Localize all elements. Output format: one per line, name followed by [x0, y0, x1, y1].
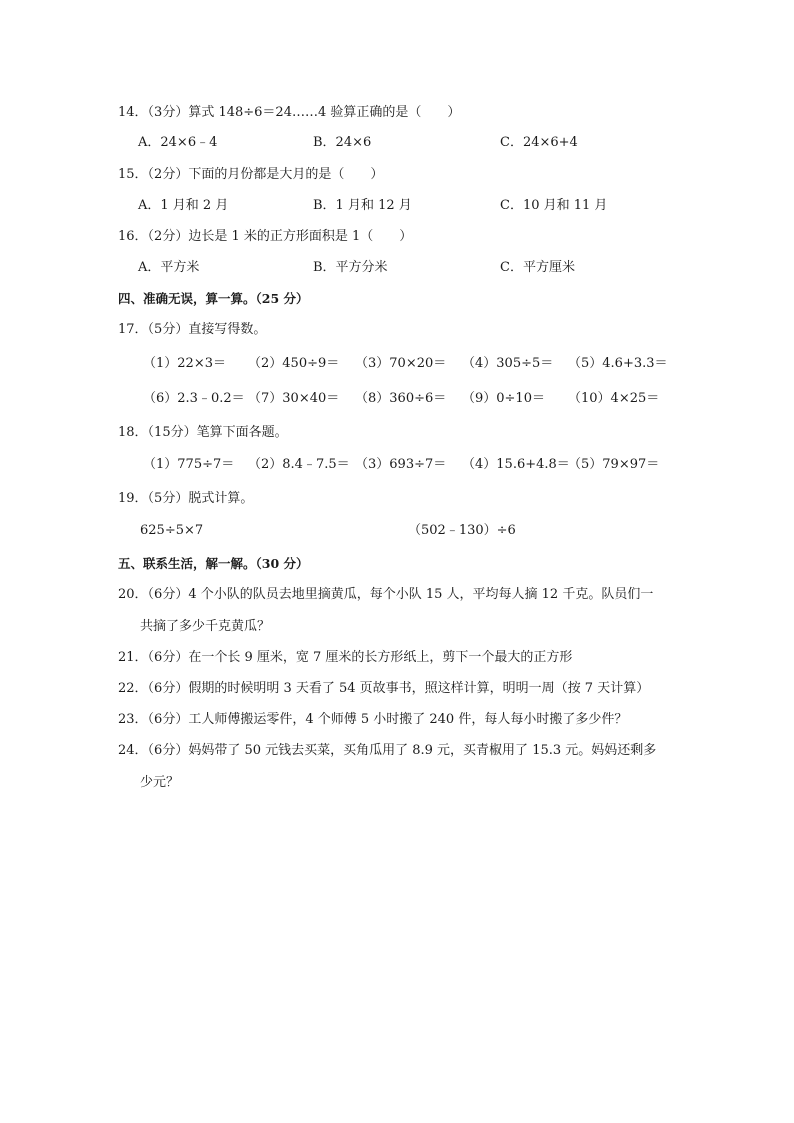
q24-line-2: 少元？ [140, 775, 180, 790]
q14-option-c: C．24×6+4 [500, 135, 578, 150]
q24-line-1: 24．（6分）妈妈带了 50 元钱去买菜，买角瓜用了 8.9 元，买青椒用了 15.3 元。妈妈还剩多 [118, 743, 657, 758]
q19-item-1: 625÷5×7 [140, 523, 204, 538]
q17-item-7: （7）30×40＝ [248, 391, 340, 406]
q14-option-a: A．24×6﹣4 [138, 135, 218, 150]
q17-item-2: （2）450÷9＝ [248, 356, 340, 371]
q15-option-b: B．1 月和 12 月 [313, 198, 412, 213]
q15-stem: 15．（2分）下面的月份都是大月的是（ ） [118, 167, 384, 182]
section4-title: 四、准确无误，算一算。（25 分） [118, 291, 309, 306]
q16-stem: 16．（2分）边长是 1 米的正方形面积是 1（ ） [118, 229, 413, 244]
q17-item-9: （9）0÷10＝ [462, 391, 545, 406]
q19-item-2: （502﹣130）÷6 [408, 523, 516, 538]
q14-stem: 14．（3分）算式 148÷6＝24……4 验算正确的是（ ） [118, 105, 461, 120]
q17-item-3: （3）70×20＝ [355, 356, 447, 371]
q18-item-5: （5）79×97＝ [568, 457, 660, 472]
q21-line-1: 21．（6分）在一个长 9 厘米，宽 7 厘米的长方形纸上，剪下一个最大的正方形 [118, 650, 573, 665]
q18-stem: 18．（15分）笔算下面各题。 [118, 425, 288, 440]
q23-line-1: 23．（6分）工人师傅搬运零件，4 个师傅 5 小时搬了 240 件，每人每小时搬了多少件？ [118, 712, 628, 727]
q20-line-1: 20．（6分）4 个小队的队员去地里摘黄瓜，每个小队 15 人，平均每人摘 12 千克。队员们一 [118, 587, 654, 602]
q15-option-a: A．1 月和 2 月 [138, 198, 229, 213]
q17-item-1: （1）22×3＝ [143, 356, 226, 371]
q17-item-6: （6）2.3﹣0.2＝ [143, 391, 245, 406]
q17-item-8: （8）360÷6＝ [355, 391, 447, 406]
q17-item-10: （10）4×25＝ [568, 391, 660, 406]
q15-option-c: C．10 月和 11 月 [500, 198, 608, 213]
q16-option-a: A．平方米 [138, 260, 200, 275]
q20-line-2: 共摘了多少千克黄瓜？ [140, 619, 271, 634]
q16-option-b: B．平方分米 [313, 260, 388, 275]
q17-item-5: （5）4.6+3.3＝ [568, 356, 668, 371]
q14-option-b: B．24×6 [313, 135, 372, 150]
q18-item-2: （2）8.4﹣7.5＝ [248, 457, 350, 472]
section5-title: 五、联系生活，解一解。（30 分） [118, 556, 309, 571]
q19-stem: 19．（5分）脱式计算。 [118, 491, 254, 506]
q18-item-1: （1）775÷7＝ [143, 457, 235, 472]
q18-item-4: （4）15.6+4.8＝ [462, 457, 570, 472]
q16-option-c: C．平方厘米 [500, 260, 575, 275]
q22-line-1: 22．（6分）假期的时候明明 3 天看了 54 页故事书，照这样计算，明明一周（按 7 天计算） [118, 681, 650, 696]
q18-item-3: （3）693÷7＝ [355, 457, 447, 472]
q17-item-4: （4）305÷5＝ [462, 356, 554, 371]
q17-stem: 17．（5分）直接写得数。 [118, 322, 267, 337]
